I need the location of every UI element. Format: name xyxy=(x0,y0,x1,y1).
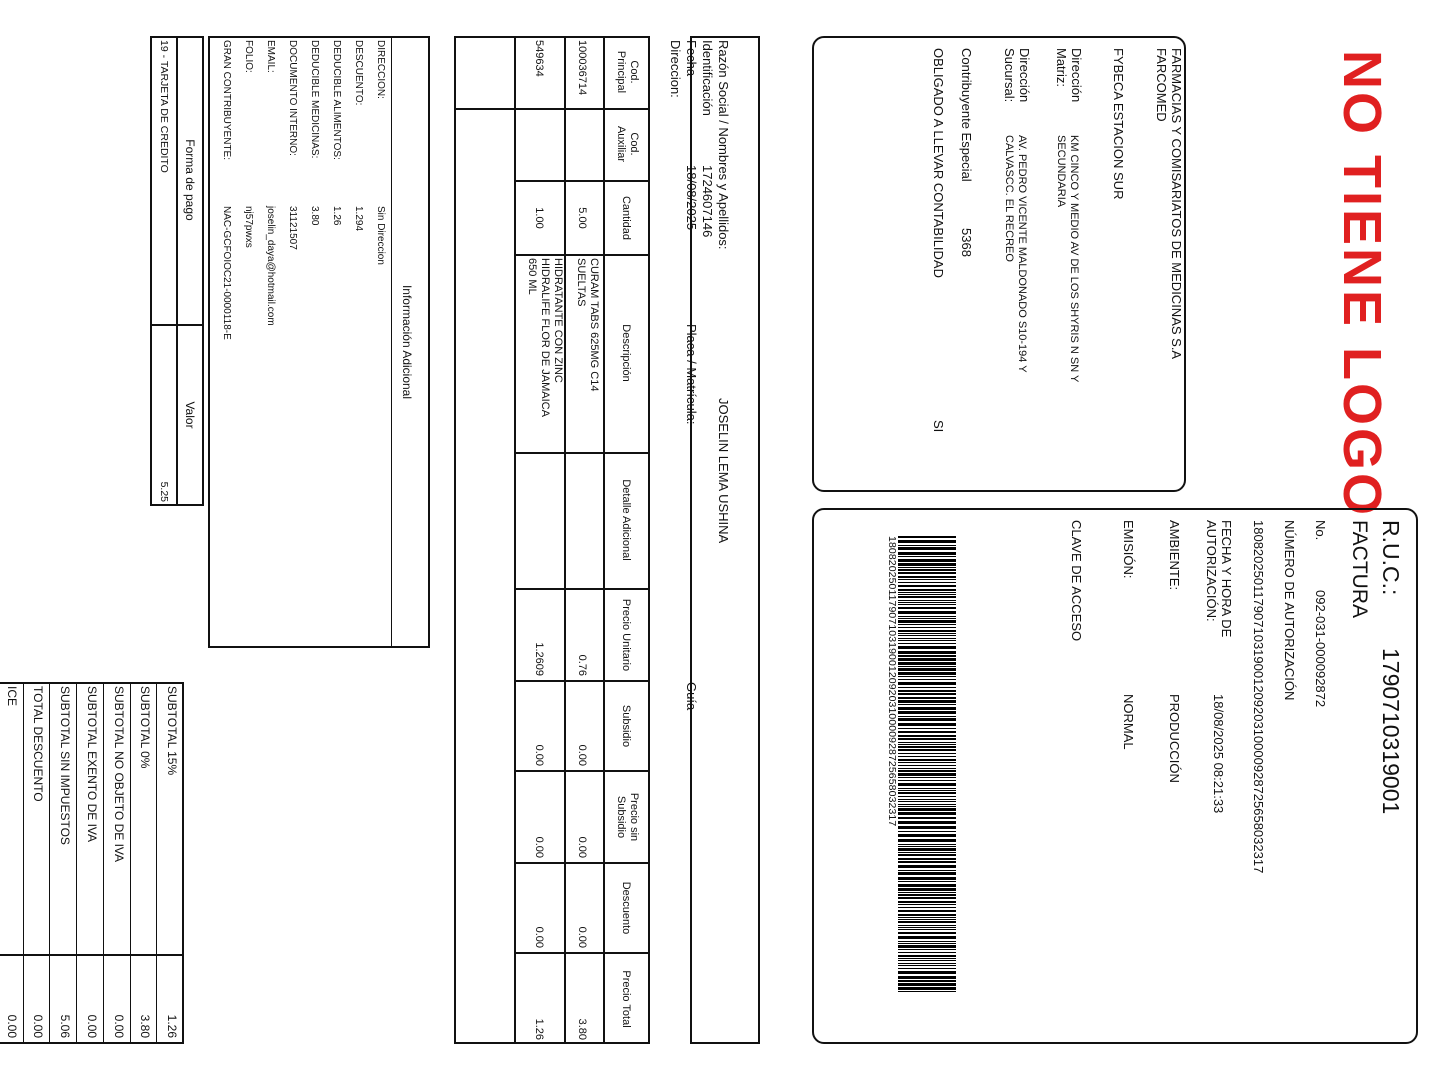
barcode-bar xyxy=(898,611,956,614)
barcode-bar xyxy=(898,618,956,619)
barcode-bar xyxy=(898,834,956,837)
barcode-bar xyxy=(898,731,956,733)
barcode-bar xyxy=(898,547,956,550)
table-row-1-main-code: 100036714 xyxy=(576,40,588,96)
barcode-bar xyxy=(898,848,956,851)
barcode-bar xyxy=(898,693,956,695)
barcode-bar xyxy=(898,638,956,639)
barcode-bar xyxy=(898,965,956,966)
barcode-bar xyxy=(898,854,956,856)
barcode-bar xyxy=(898,770,956,772)
payment-method: 19 - TARJETA DE CREDITO xyxy=(158,40,170,173)
accounting-label: OBLIGADO A LLEVAR CONTABILIDAD xyxy=(931,48,946,278)
customer-address-label: Direccion: xyxy=(668,40,683,98)
totals-row-value: 1.26 xyxy=(165,1014,179,1038)
issuer-box xyxy=(812,36,1186,492)
access-key-label: CLAVE DE ACCESO xyxy=(1069,520,1084,642)
totals-row-value: 0.00 xyxy=(31,1014,46,1038)
barcode-bar xyxy=(898,576,956,578)
barcode-bar xyxy=(898,602,956,603)
totals-row-label: TOTAL DESCUENTO xyxy=(31,686,46,802)
barcode-bar xyxy=(898,943,956,944)
totals-row-label: SUBTOTAL 15% xyxy=(165,686,179,776)
barcode-bar xyxy=(898,846,956,847)
totals-row-value: 0.00 xyxy=(84,1014,99,1038)
table-row-1-quantity: 5.00 xyxy=(576,207,588,229)
barcode-bar xyxy=(898,676,956,677)
barcode-bar xyxy=(898,765,956,766)
barcode-bar xyxy=(898,704,956,705)
barcode-bar xyxy=(898,700,956,703)
barcode-bar xyxy=(898,987,956,990)
barcode-bar xyxy=(898,983,956,986)
barcode-bar xyxy=(898,952,956,953)
barcode-bar xyxy=(898,826,956,829)
branch-address-label: Dirección Sucursal: xyxy=(1002,48,1032,103)
barcode-bar xyxy=(898,806,956,807)
guide-label: Guía xyxy=(684,682,699,711)
barcode-bar xyxy=(898,655,956,657)
barcode-bar xyxy=(898,759,956,761)
col-header-discount: Descuento xyxy=(620,881,632,935)
barcode-bar xyxy=(898,927,956,928)
barcode-bar xyxy=(898,919,956,920)
barcode-bar xyxy=(898,582,956,583)
additional-info-value: 31121507 xyxy=(287,206,298,250)
table-row-1-unit-price: 0.76 xyxy=(576,654,588,676)
ruc-value: 1790710319001 xyxy=(1378,648,1404,815)
payment-method-header: Forma de pago xyxy=(183,139,197,221)
barcode-bar xyxy=(898,594,956,595)
barcode-bar xyxy=(898,907,956,908)
barcode-bar xyxy=(898,894,956,896)
matrix-address: KM CINCO Y MEDIO AV DE LOS SHYRIS N SN Y SECUNDARIA xyxy=(1055,135,1080,383)
barcode-bar xyxy=(898,600,956,601)
barcode-bar xyxy=(898,783,956,786)
auth-date-label: FECHA Y HORA DE AUTORIZACIÓN: xyxy=(1204,520,1234,638)
barcode-number: 1808202501179071031900120920310000928725658032317 xyxy=(886,536,898,827)
table-row-2-subsidy: 0.00 xyxy=(533,744,545,766)
barcode-bar xyxy=(898,955,956,957)
additional-info-value: 1.294 xyxy=(353,206,364,232)
barcode-bar xyxy=(898,817,956,819)
barcode-bar xyxy=(898,596,956,598)
table-row-1-total: 3.80 xyxy=(576,1018,588,1040)
barcode-bar xyxy=(898,958,956,959)
additional-info-label: DEDUCIBLE MEDICINAS: xyxy=(309,40,320,159)
barcode-bar xyxy=(898,672,956,675)
doc-type: FACTURA xyxy=(1348,520,1371,619)
customer-name-label: Razón Social / Nombres y Apellidos: xyxy=(716,40,731,250)
barcode-bar xyxy=(898,662,956,665)
barcode-bar xyxy=(898,604,956,605)
barcode-bar xyxy=(898,839,956,842)
barcode-bar xyxy=(898,929,956,930)
table-row-2-quantity: 1.00 xyxy=(533,207,545,229)
barcode-bar xyxy=(898,616,956,617)
totals-row-label: SUBTOTAL NO OBJETO DE IVA xyxy=(111,686,126,863)
invoice-number: 092-031-000092872 xyxy=(1313,590,1328,708)
table-row-2-discount: 0.00 xyxy=(533,926,545,948)
additional-info-value: joselin_daya@hotmail.com xyxy=(265,206,276,326)
barcode-bar xyxy=(898,788,956,789)
barcode-bar xyxy=(898,799,956,800)
barcode-bar xyxy=(898,697,956,699)
totals-row-value: 0.00 xyxy=(4,1014,19,1038)
barcode-bar xyxy=(898,536,956,538)
accounting-value: SI xyxy=(931,420,946,433)
barcode-bar xyxy=(898,651,956,654)
barcode-bar xyxy=(898,932,956,934)
barcode-bar xyxy=(898,545,956,546)
barcode-bar xyxy=(898,668,956,671)
barcode-bar xyxy=(898,592,956,593)
emission-value: NORMAL xyxy=(1121,694,1136,750)
barcode-bar xyxy=(898,812,956,815)
barcode-bar xyxy=(898,936,956,939)
table-row-2-description: HIDRATANTE CON ZINC HIDRALIFE FLOR DE JAMAICA 650 ML xyxy=(526,258,564,417)
col-header-unit-price: Precio Unitario xyxy=(620,598,632,672)
barcode-bar xyxy=(898,949,956,950)
barcode-bar xyxy=(898,865,956,868)
col-header-subsidy: Subsidio xyxy=(620,704,632,748)
additional-info-label: EMAIL: xyxy=(265,40,276,73)
customer-id: 1724607146 xyxy=(700,165,715,238)
barcode-bar xyxy=(898,971,956,974)
barcode-bar xyxy=(898,658,956,661)
barcode-bar xyxy=(898,679,956,680)
barcode-bar xyxy=(898,716,956,717)
barcode-bar xyxy=(898,585,956,587)
table-row-1-subsidy: 0.00 xyxy=(576,744,588,766)
barcode-bar xyxy=(898,790,956,791)
barcode-bar xyxy=(898,914,956,916)
barcode-bar xyxy=(898,921,956,923)
special-taxpayer-label: Contribuyente Especial xyxy=(959,48,974,182)
customer-date: 18/08/2025 xyxy=(684,165,699,231)
barcode-bar xyxy=(898,572,956,574)
additional-info-value: 1.26 xyxy=(331,206,342,226)
barcode-bar xyxy=(898,735,956,737)
totals-row-label: SUBTOTAL EXENTO DE IVA xyxy=(84,686,99,843)
barcode-bar xyxy=(898,624,956,625)
additional-info-label: DIRECCION: xyxy=(375,40,386,99)
barcode-bar xyxy=(898,569,956,571)
barcode-bar xyxy=(898,723,956,726)
barcode-bar xyxy=(898,620,956,623)
barcode-bar xyxy=(898,976,956,979)
issuer-name: FARMACIAS Y COMISARIATOS DE MEDICINAS S.A FARCOMED xyxy=(1154,48,1184,360)
barcode-bar xyxy=(898,768,956,769)
customer-name: JOSELIN LEMA USHINA xyxy=(716,398,731,544)
plate-label: Placa / Matrícula: xyxy=(684,324,699,425)
barcode-bar xyxy=(898,540,956,543)
barcode-bar xyxy=(898,892,956,893)
barcode-bar xyxy=(898,707,956,710)
barcode-bar xyxy=(898,852,956,853)
table-row-2-main-code: 549634 xyxy=(533,40,545,77)
branch-address: AV. PEDRO VICENTE MALDONADO S10-194 Y CALVASCC. EL RECREO xyxy=(1003,135,1028,373)
additional-info-label: GRAN CONTRIBUYENTE: xyxy=(221,40,232,161)
col-header-detail: Detalle Adicional xyxy=(620,479,632,561)
barcode-bar xyxy=(898,563,956,566)
totals-row-value: 3.80 xyxy=(138,1014,153,1038)
barcode-bar xyxy=(898,635,956,636)
additional-info-value: nj57pwxs xyxy=(243,206,254,248)
totals-row-value: 0.00 xyxy=(111,1014,126,1038)
barcode-bar xyxy=(898,749,956,751)
additional-info-label: DESCUENTO: xyxy=(353,40,364,106)
barcode-bar xyxy=(898,738,956,740)
barcode-bar xyxy=(898,872,956,875)
barcode-bar xyxy=(898,589,956,591)
col-header-main-code: Cod. Principal xyxy=(615,50,640,94)
col-header-total: Precio Total xyxy=(620,970,632,1028)
totals-row-label: SUBTOTAL SIN IMPUESTOS xyxy=(58,686,73,845)
additional-info-value: NAC-GCFOIOC21-0000118-E xyxy=(221,206,232,340)
barcode-bar xyxy=(898,711,956,714)
barcode-bar xyxy=(898,567,956,568)
payment-value: 5.25 xyxy=(158,481,170,502)
barcode-bar xyxy=(898,888,956,891)
table-row-1-description: CURAM TABS 625MG C14 SUELTAS xyxy=(575,258,600,392)
payment-value-header: Valor xyxy=(183,401,197,429)
barcode-bar xyxy=(898,897,956,899)
ruc-label: R.U.C.: xyxy=(1378,520,1404,596)
barcode-bar xyxy=(898,690,956,692)
barcode-bar xyxy=(898,917,956,918)
table-row-2-price-no-subsidy: 0.00 xyxy=(533,836,545,858)
barcode-bar xyxy=(898,687,956,688)
auth-number: 1808202501179071031900120920310000928725658032317 xyxy=(1251,520,1266,874)
barcode-bar xyxy=(898,744,956,745)
col-header-quantity: Cantidad xyxy=(620,195,632,241)
emission-label: EMISIÓN: xyxy=(1121,520,1136,579)
barcode-bar xyxy=(898,945,956,948)
barcode-bar xyxy=(898,858,956,860)
barcode-bar xyxy=(898,780,956,781)
barcode-bar xyxy=(898,666,956,667)
barcode-bar xyxy=(898,968,956,969)
barcode-bar xyxy=(898,682,956,685)
environment-value: PRODUCCIÓN xyxy=(1167,694,1182,783)
barcode-bar xyxy=(898,884,956,887)
environment-label: AMBIENTE: xyxy=(1167,520,1182,591)
barcode-bar xyxy=(898,552,956,555)
barcode-bar xyxy=(898,804,956,805)
barcode-bar xyxy=(898,579,956,580)
logo-text: NO TIENE LOGO xyxy=(1332,50,1392,519)
barcode-bar xyxy=(898,643,956,644)
totals-row-value: 5.06 xyxy=(58,1014,73,1038)
totals-row-label: ICE xyxy=(4,686,19,707)
barcode-bar xyxy=(898,792,956,794)
additional-info-label: FOLIO: xyxy=(243,40,254,73)
additional-info-value: Sin Direccion xyxy=(375,206,386,265)
additional-info-title: Información Adicional xyxy=(400,284,414,400)
barcode-bar xyxy=(898,633,956,634)
additional-info-label: DOCUMENTO INTERNO: xyxy=(287,40,298,156)
barcode-bar xyxy=(898,756,956,757)
additional-info-value: 3.80 xyxy=(309,206,320,226)
barcode-bar xyxy=(898,991,956,992)
barcode-bar xyxy=(898,901,956,903)
barcode-bar xyxy=(898,980,956,982)
barcode-bar xyxy=(898,777,956,778)
table-row-2-unit-price: 1.2609 xyxy=(533,642,545,676)
barcode-bar xyxy=(898,746,956,748)
barcode-bar xyxy=(898,742,956,743)
barcode-bar xyxy=(898,753,956,754)
barcode-bar xyxy=(898,762,956,763)
issuer-trade-name: FYBECA ESTACION SUR xyxy=(1111,48,1126,200)
invoice-number-label: No. xyxy=(1313,520,1328,541)
barcode-bar xyxy=(898,960,956,961)
barcode-bar xyxy=(898,559,956,562)
table-row-2-total: 1.26 xyxy=(533,1018,545,1040)
customer-date-label: Fecha xyxy=(684,40,699,77)
barcode-bar xyxy=(898,773,956,776)
barcode-bar xyxy=(898,904,956,905)
barcode-bar xyxy=(898,821,956,824)
barcode-bar xyxy=(898,808,956,811)
col-header-description: Descripción xyxy=(620,324,632,382)
col-header-price-no-subsidy: Precio sin Subsidio xyxy=(615,792,640,842)
barcode-bar xyxy=(898,925,956,926)
barcode-bar xyxy=(898,718,956,721)
barcode-bar xyxy=(898,844,956,845)
table-row-1-price-no-subsidy: 0.00 xyxy=(576,836,588,858)
barcode-bar xyxy=(898,646,956,649)
auth-date-value: 18/08/2025 08:21:33 xyxy=(1211,694,1226,814)
barcode-image xyxy=(898,536,956,992)
barcode-bar xyxy=(898,630,956,632)
barcode-bar xyxy=(898,607,956,609)
barcode-bar xyxy=(898,963,956,964)
barcode-bar xyxy=(898,910,956,912)
barcode-bar xyxy=(898,801,956,802)
totals-row-label: SUBTOTAL 0% xyxy=(138,686,153,769)
additional-info-label: DEDUCIBLE ALIMENTOS: xyxy=(331,40,342,160)
barcode-bar xyxy=(898,870,956,871)
table-row-1-discount: 0.00 xyxy=(576,926,588,948)
barcode-bar xyxy=(898,881,956,882)
auth-number-label: NÚMERO DE AUTORIZACIÓN xyxy=(1282,520,1297,701)
barcode-bar xyxy=(898,861,956,863)
special-taxpayer-value: 5368 xyxy=(959,228,974,257)
barcode-bar xyxy=(898,877,956,880)
customer-id-label: Identificación xyxy=(700,40,715,116)
col-header-aux-code: Cod. Auxiliar xyxy=(615,125,640,163)
barcode-bar xyxy=(898,640,956,641)
barcode-bar xyxy=(898,796,956,797)
matrix-address-label: Dirección Matriz: xyxy=(1054,48,1084,103)
barcode-bar xyxy=(898,728,956,729)
barcode-bar xyxy=(898,627,956,628)
barcode-bar xyxy=(898,556,956,557)
barcode-bar xyxy=(898,831,956,832)
barcode-bar xyxy=(898,941,956,942)
